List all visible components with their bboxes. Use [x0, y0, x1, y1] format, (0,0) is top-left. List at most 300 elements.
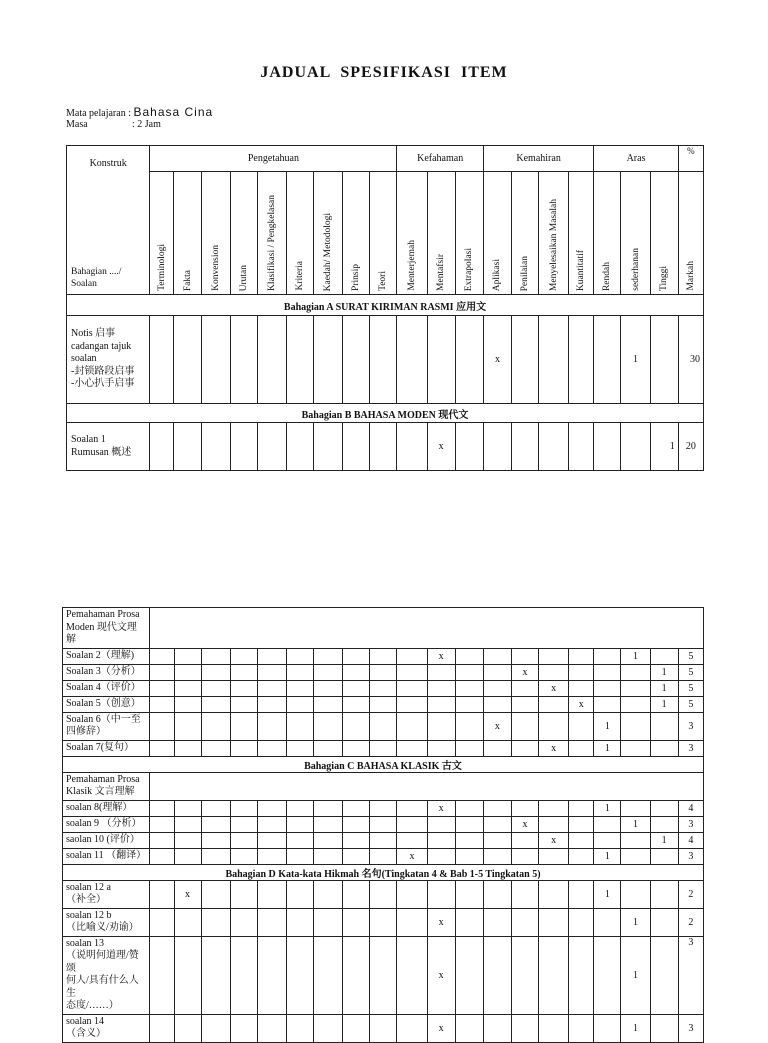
row-label-line: Soalan 4（评价）	[66, 681, 141, 693]
empty-cell	[174, 740, 201, 756]
time-value: : 2 Jam	[132, 119, 161, 130]
empty-cell	[511, 800, 538, 816]
empty-cell	[397, 800, 427, 816]
empty-cell	[427, 712, 455, 740]
empty-cell	[230, 908, 257, 936]
markah-value: 5	[678, 664, 703, 680]
x-mark: x	[483, 712, 511, 740]
empty-cell	[314, 816, 343, 832]
row-label-line: Rumusan 概述	[71, 446, 132, 458]
empty-cell	[650, 740, 678, 756]
empty-cell	[569, 740, 594, 756]
row-label-cell	[63, 712, 150, 740]
empty-cell	[539, 848, 569, 864]
empty-cell	[343, 664, 370, 680]
empty-cell	[257, 423, 286, 471]
row-label-cell	[63, 740, 150, 756]
row-label-line: Soalan 2（理解)	[66, 649, 135, 661]
column-header-label: Markah	[685, 261, 696, 291]
subsection-label-line: Pemahaman Prosa	[66, 609, 140, 620]
empty-cell	[569, 848, 594, 864]
row-label-line: soalan 12 b	[66, 909, 112, 921]
row-label-line: （含义）	[66, 1028, 106, 1039]
markah-value: 2	[678, 880, 703, 908]
time-line	[66, 119, 266, 130]
empty-cell	[455, 664, 483, 680]
row-label-cell	[63, 664, 150, 680]
empty-cell	[286, 423, 313, 471]
empty-cell	[201, 832, 230, 848]
empty-cell	[230, 880, 257, 908]
empty-cell	[150, 740, 174, 756]
empty-cell	[370, 664, 397, 680]
empty-cell	[150, 680, 174, 696]
spec-table-top	[66, 145, 704, 471]
empty-cell	[286, 800, 313, 816]
empty-cell	[539, 908, 569, 936]
empty-cell	[343, 696, 370, 712]
markah-value: 5	[678, 680, 703, 696]
empty-cell	[314, 712, 343, 740]
empty-cell	[174, 848, 201, 864]
empty-cell	[150, 880, 174, 908]
empty-cell	[370, 680, 397, 696]
column-header-cell	[286, 172, 313, 295]
empty-cell	[286, 316, 313, 404]
column-header-cell	[230, 172, 257, 295]
empty-cell	[650, 712, 678, 740]
empty-cell	[286, 664, 313, 680]
empty-cell	[257, 800, 286, 816]
x-mark: x	[539, 832, 569, 848]
empty-cell	[483, 423, 511, 471]
empty-cell	[594, 832, 621, 848]
empty-cell	[201, 1014, 230, 1042]
empty-cell	[539, 423, 569, 471]
empty-cell	[455, 832, 483, 848]
empty-cell	[427, 664, 455, 680]
row-label-line: saolan 10 (评价）	[66, 833, 140, 845]
empty-cell	[314, 800, 343, 816]
markah-value: 4	[678, 800, 703, 816]
empty-cell	[483, 664, 511, 680]
empty-cell	[230, 832, 257, 848]
empty-cell	[569, 648, 594, 664]
empty-cell	[150, 816, 174, 832]
empty-cell	[257, 680, 286, 696]
empty-cell	[230, 423, 257, 471]
empty-cell	[511, 740, 538, 756]
row-label-cell	[63, 880, 150, 908]
empty-cell	[257, 832, 286, 848]
empty-cell	[370, 712, 397, 740]
empty-cell	[257, 648, 286, 664]
empty-cell	[483, 648, 511, 664]
empty-cell	[150, 664, 174, 680]
empty-cell	[539, 800, 569, 816]
empty-cell	[650, 816, 678, 832]
empty-cell	[427, 832, 455, 848]
empty-cell	[511, 848, 538, 864]
empty-cell	[455, 696, 483, 712]
level-mark: 1	[621, 316, 650, 404]
level-mark: 1	[650, 696, 678, 712]
markah-value: 3	[678, 816, 703, 832]
empty-cell	[539, 648, 569, 664]
row-label-line: -封锁路段启事	[71, 365, 135, 377]
column-header-cell	[174, 172, 201, 295]
column-header-cell	[343, 172, 370, 295]
empty-cell	[569, 712, 594, 740]
empty-cell	[174, 832, 201, 848]
empty-cell	[201, 664, 230, 680]
empty-cell	[174, 316, 201, 404]
empty-cell	[314, 680, 343, 696]
x-mark: x	[427, 936, 455, 1014]
empty-cell	[230, 316, 257, 404]
markah-value: 5	[678, 648, 703, 664]
empty-cell	[230, 696, 257, 712]
column-header-cell	[569, 172, 594, 295]
markah-value: 3	[678, 712, 703, 740]
section-c-title: Bahagian C BAHASA KLASIK 古文	[63, 756, 704, 772]
empty-cell	[397, 664, 427, 680]
level-mark: 1	[621, 816, 650, 832]
empty-cell	[314, 648, 343, 664]
x-mark: x	[427, 423, 455, 471]
column-header-label: Menterjemah	[407, 240, 418, 291]
group-aras: Aras	[594, 146, 678, 172]
empty-cell	[201, 848, 230, 864]
empty-cell	[343, 880, 370, 908]
empty-cell	[314, 848, 343, 864]
empty-cell	[314, 423, 343, 471]
row-label-line: Soalan 1	[71, 434, 106, 445]
row-label-line: soalan 14	[66, 1015, 105, 1027]
level-mark: 1	[650, 832, 678, 848]
empty-cell	[343, 816, 370, 832]
empty-cell	[370, 908, 397, 936]
x-mark: x	[539, 740, 569, 756]
empty-cell	[594, 648, 621, 664]
empty-cell	[483, 908, 511, 936]
row-label-line: soalan 12 a	[66, 881, 111, 893]
empty-cell	[150, 696, 174, 712]
empty-cell	[201, 816, 230, 832]
group-percent: %	[678, 146, 703, 172]
empty-cell	[286, 816, 313, 832]
empty-cell	[150, 848, 174, 864]
empty-cell	[455, 800, 483, 816]
empty-cell	[539, 316, 569, 404]
empty-cell	[370, 1014, 397, 1042]
row-label-cell	[63, 648, 150, 664]
empty-cell	[174, 936, 201, 1014]
empty-cell	[397, 316, 427, 404]
empty-cell	[511, 680, 538, 696]
empty-cell	[257, 880, 286, 908]
markah-value: 4	[678, 832, 703, 848]
subsection-blank	[150, 772, 704, 800]
column-header-label: Rendah	[602, 261, 613, 291]
empty-cell	[286, 680, 313, 696]
column-header-label: Tinggi	[659, 266, 670, 291]
column-header-cell	[678, 172, 703, 295]
column-header-label: Kriteria	[295, 261, 305, 291]
empty-cell	[397, 712, 427, 740]
empty-cell	[286, 696, 313, 712]
x-mark: x	[427, 800, 455, 816]
empty-cell	[397, 696, 427, 712]
row-label-line: cadangan tajuk	[71, 340, 132, 352]
empty-cell	[230, 1014, 257, 1042]
column-header-cell	[397, 172, 427, 295]
empty-cell	[343, 848, 370, 864]
empty-cell	[511, 712, 538, 740]
empty-cell	[314, 880, 343, 908]
empty-cell	[621, 696, 650, 712]
section-b-title: Bahagian B BAHASA MODEN 现代文	[67, 404, 704, 423]
empty-cell	[230, 936, 257, 1014]
empty-cell	[343, 832, 370, 848]
empty-cell	[397, 648, 427, 664]
empty-cell	[511, 696, 538, 712]
markah-value: 30	[678, 316, 703, 404]
empty-cell	[397, 740, 427, 756]
empty-cell	[230, 800, 257, 816]
empty-cell	[314, 664, 343, 680]
x-mark: x	[511, 816, 538, 832]
empty-cell	[621, 680, 650, 696]
empty-cell	[483, 1014, 511, 1042]
bahagian-label: Bahagian ..../	[71, 267, 122, 278]
empty-cell	[286, 712, 313, 740]
subsection-blank	[150, 608, 704, 649]
empty-cell	[539, 664, 569, 680]
level-mark: 1	[594, 712, 621, 740]
empty-cell	[539, 1014, 569, 1042]
empty-cell	[257, 936, 286, 1014]
subsection-label-cell	[63, 772, 150, 800]
empty-cell	[455, 936, 483, 1014]
empty-cell	[539, 936, 569, 1014]
empty-cell	[397, 908, 427, 936]
column-header-label: Fakta	[182, 269, 193, 291]
empty-cell	[483, 880, 511, 908]
x-mark: x	[427, 908, 455, 936]
row-label-line: Notis 启事	[71, 328, 116, 340]
empty-cell	[201, 696, 230, 712]
empty-cell	[201, 680, 230, 696]
section-d-title: Bahagian D Kata-kata Hikmah 名句(Tingkatan 4 & Bab 1-5 Tingkatan 5)	[63, 864, 704, 880]
empty-cell	[569, 1014, 594, 1042]
level-mark: 1	[621, 908, 650, 936]
empty-cell	[201, 316, 230, 404]
x-mark: x	[397, 848, 427, 864]
empty-cell	[569, 936, 594, 1014]
empty-cell	[150, 800, 174, 816]
empty-cell	[483, 832, 511, 848]
empty-cell	[621, 423, 650, 471]
empty-cell	[594, 696, 621, 712]
empty-cell	[314, 832, 343, 848]
level-mark: 1	[650, 423, 678, 471]
empty-cell	[150, 648, 174, 664]
empty-cell	[483, 680, 511, 696]
row-label-cell	[63, 680, 150, 696]
soalan-label: Soalan	[71, 279, 97, 290]
empty-cell	[286, 832, 313, 848]
empty-cell	[594, 936, 621, 1014]
empty-cell	[230, 664, 257, 680]
row-label-line: 何人/具有什么人生	[66, 975, 139, 999]
row-label-line: soalan 9 （分析）	[66, 817, 142, 829]
markah-value: 3	[678, 1014, 703, 1042]
spec-table-bottom	[62, 607, 704, 1043]
empty-cell	[455, 880, 483, 908]
empty-cell	[621, 848, 650, 864]
empty-cell	[511, 1014, 538, 1042]
empty-cell	[343, 680, 370, 696]
column-header-label: Kuantitatif	[576, 249, 587, 291]
column-header-label: Penilaian	[520, 255, 531, 291]
empty-cell	[343, 423, 370, 471]
empty-cell	[650, 848, 678, 864]
row-label-cell	[63, 1014, 150, 1042]
empty-cell	[230, 848, 257, 864]
x-mark: x	[427, 648, 455, 664]
empty-cell	[569, 664, 594, 680]
subject-line	[66, 105, 213, 119]
empty-cell	[511, 908, 538, 936]
column-header-cell	[621, 172, 650, 295]
markah-value: 3	[678, 740, 703, 756]
empty-cell	[370, 880, 397, 908]
empty-cell	[397, 936, 427, 1014]
column-header-cell	[512, 172, 539, 295]
empty-cell	[569, 680, 594, 696]
empty-cell	[511, 648, 538, 664]
empty-cell	[150, 908, 174, 936]
row-label-cell	[63, 832, 150, 848]
empty-cell	[427, 880, 455, 908]
empty-cell	[427, 816, 455, 832]
subject-value: Bahasa Cina	[133, 105, 214, 119]
empty-cell	[483, 740, 511, 756]
row-label-line: 四修辞）	[66, 726, 106, 737]
empty-cell	[286, 848, 313, 864]
empty-cell	[370, 423, 397, 471]
empty-cell	[397, 880, 427, 908]
empty-cell	[650, 880, 678, 908]
empty-cell	[594, 316, 621, 404]
empty-cell	[286, 740, 313, 756]
markah-value: 3	[678, 848, 703, 864]
column-header-label: Aplikasi	[492, 258, 503, 291]
empty-cell	[512, 316, 539, 404]
markah-value: 2	[678, 908, 703, 936]
empty-cell	[511, 832, 538, 848]
row-label-cell	[63, 696, 150, 712]
empty-cell	[455, 908, 483, 936]
empty-cell	[150, 712, 174, 740]
column-header-cell	[370, 172, 397, 295]
empty-cell	[314, 740, 343, 756]
empty-cell	[174, 423, 201, 471]
empty-cell	[257, 696, 286, 712]
empty-cell	[621, 712, 650, 740]
empty-cell	[650, 800, 678, 816]
empty-cell	[569, 816, 594, 832]
empty-cell	[201, 800, 230, 816]
column-header-cell	[201, 172, 230, 295]
empty-cell	[150, 316, 174, 404]
row-label-cell	[63, 936, 150, 1014]
level-mark: 1	[650, 664, 678, 680]
row-label-cell	[63, 908, 150, 936]
column-header-cell	[314, 172, 343, 295]
empty-cell	[174, 1014, 201, 1042]
empty-cell	[343, 908, 370, 936]
empty-cell	[569, 423, 594, 471]
empty-cell	[257, 712, 286, 740]
empty-cell	[483, 936, 511, 1014]
document-title: JADUAL SPESIFIKASI ITEM	[260, 64, 508, 81]
empty-cell	[343, 1014, 370, 1042]
row-label-line: （说明何道理/赞颂	[66, 950, 139, 974]
empty-cell	[314, 316, 343, 404]
row-label-cell	[63, 816, 150, 832]
level-mark: 1	[594, 740, 621, 756]
empty-cell	[230, 740, 257, 756]
empty-cell	[150, 423, 174, 471]
column-header-cell	[257, 172, 286, 295]
empty-cell	[174, 648, 201, 664]
empty-cell	[150, 832, 174, 848]
konstruk-label: Konstruk	[89, 158, 127, 169]
column-header-cell	[150, 172, 174, 295]
row-label-cell	[67, 316, 150, 404]
empty-cell	[594, 423, 621, 471]
empty-cell	[397, 1014, 427, 1042]
time-label: Masa	[66, 119, 88, 130]
empty-cell	[343, 712, 370, 740]
empty-cell	[483, 696, 511, 712]
empty-cell	[201, 880, 230, 908]
empty-cell	[257, 848, 286, 864]
row-label-line: soalan 13	[66, 937, 105, 949]
subsection-label-line: Pemahaman Prosa	[66, 773, 140, 785]
empty-cell	[594, 816, 621, 832]
empty-cell	[539, 816, 569, 832]
column-header-cell	[539, 172, 569, 295]
empty-cell	[230, 816, 257, 832]
row-label-line: Soalan 6（中一至	[66, 713, 141, 725]
empty-cell	[483, 816, 511, 832]
column-header-label: Prinsip	[351, 264, 362, 291]
group-pengetahuan: Pengetahuan	[150, 146, 397, 172]
empty-cell	[257, 1014, 286, 1042]
empty-cell	[397, 832, 427, 848]
empty-cell	[650, 908, 678, 936]
level-mark: 1	[594, 848, 621, 864]
empty-cell	[569, 908, 594, 936]
empty-cell	[286, 880, 313, 908]
empty-cell	[511, 936, 538, 1014]
empty-cell	[370, 832, 397, 848]
empty-cell	[314, 696, 343, 712]
empty-cell	[569, 832, 594, 848]
